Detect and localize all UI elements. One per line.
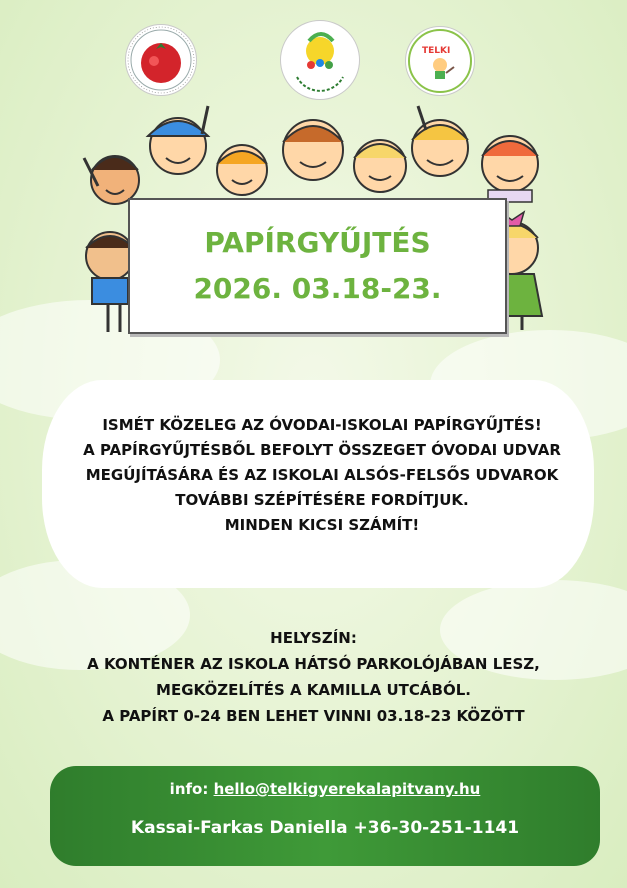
announcement-line: MEGÚJÍTÁSÁRA ÉS AZ ISKOLAI ALSÓS-FELSŐS UDVAROK — [85, 466, 559, 484]
location-section — [30, 625, 597, 729]
location-line: MEGKÖZELÍTÉS A KAMILLA UTCÁBÓL. — [156, 681, 471, 699]
announcement-line: A PAPÍRGYŰJTÉSBŐL BEFOLYT ÖSSZEGET ÓVODAI UDVAR — [83, 441, 561, 459]
child-figure — [283, 120, 343, 180]
announcement-line: TOVÁBBI SZÉPÍTÉSÉRE FORDÍTJUK. — [175, 491, 469, 509]
contact-footer — [50, 766, 600, 866]
child-figure — [412, 106, 468, 176]
svg-text:TELKI: TELKI — [422, 46, 451, 56]
child-figure — [84, 156, 139, 204]
contact-person: Kassai-Farkas Daniella +36-30-251-1141 — [130, 818, 520, 838]
location-line: A PAPÍRT 0-24 BEN LEHET VINNI 03.18-23 KÖZÖTT — [102, 707, 525, 725]
kindergarten-school-foundation-logo-icon — [280, 20, 360, 100]
child-figure — [148, 106, 208, 174]
child-figure — [217, 145, 267, 195]
child-figure — [482, 136, 538, 202]
announcement-line: MINDEN KICSI SZÁMÍT! — [224, 516, 420, 534]
location-heading: HELYSZÍN: — [270, 629, 357, 647]
announcement-text — [62, 413, 582, 538]
email-link[interactable]: hello@telkigyerekalapitvany.hu — [213, 780, 481, 798]
page-title: PAPÍRGYŰJTÉS — [204, 226, 431, 259]
tomato-logo-icon — [125, 24, 197, 96]
child-figure — [86, 232, 134, 332]
info-label: info: — [169, 780, 209, 798]
event-date: 2026. 03.18-23. — [193, 272, 442, 305]
child-figure — [354, 140, 406, 192]
title-banner — [128, 198, 507, 334]
location-line: A KONTÉNER AZ ISKOLA HÁTSÓ PARKOLÓJÁBAN LESZ, — [87, 655, 540, 673]
info-line — [50, 780, 600, 798]
telki-nursery-logo-icon — [405, 26, 475, 96]
announcement-line: ISMÉT KÖZELEG AZ ÓVODAI-ISKOLAI PAPÍRGYŰJTÉS! — [102, 416, 542, 434]
